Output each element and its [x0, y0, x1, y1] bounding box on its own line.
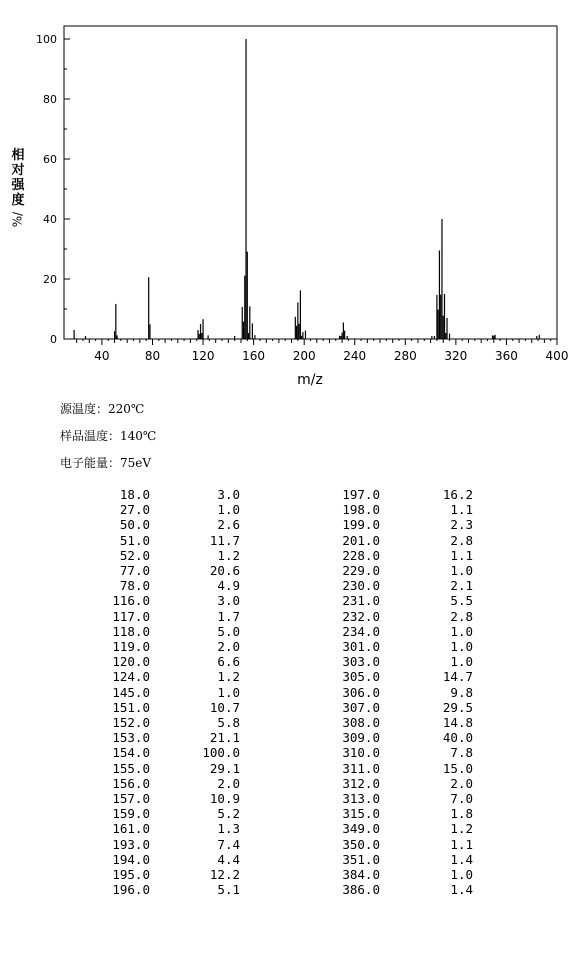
intensity-cell: 1.8 — [450, 806, 473, 822]
table-row — [95, 487, 473, 502]
intensity-cell: 16.2 — [442, 487, 473, 502]
y-tick-label: 100 — [36, 33, 57, 46]
intensity-cell: 1.4 — [450, 882, 473, 898]
mz-cell: 384.0 — [342, 867, 380, 883]
table-row — [95, 776, 473, 791]
y-axis — [36, 33, 70, 346]
table-row — [95, 654, 473, 669]
mz-cell: 155.0 — [112, 760, 150, 776]
intensity-cell: 2.0 — [217, 775, 240, 791]
mz-cell: 306.0 — [342, 684, 380, 700]
peak-bars — [74, 39, 539, 339]
x-tick-label: 80 — [144, 349, 161, 363]
table-row — [95, 806, 473, 821]
mz-cell: 315.0 — [342, 806, 380, 822]
mz-cell: 308.0 — [342, 715, 380, 731]
intensity-cell: 1.0 — [450, 654, 473, 670]
table-row — [95, 502, 473, 517]
intensity-cell: 1.0 — [217, 684, 240, 700]
mz-cell: 351.0 — [342, 851, 380, 867]
x-tick-label: 240 — [343, 349, 367, 363]
intensity-cell: 5.8 — [217, 715, 240, 731]
mz-cell: 159.0 — [112, 806, 150, 822]
mz-cell: 301.0 — [342, 639, 380, 655]
y-tick-label: 40 — [43, 213, 57, 226]
table-row — [95, 715, 473, 730]
intensity-cell: 21.1 — [209, 730, 240, 746]
intensity-cell: 7.8 — [450, 745, 473, 761]
mz-cell: 161.0 — [112, 821, 150, 837]
mass-spectrum-chart — [0, 0, 570, 395]
intensity-cell: 5.2 — [217, 806, 240, 822]
table-row — [95, 761, 473, 776]
x-tick-label: 400 — [545, 349, 569, 363]
mz-cell: 307.0 — [342, 699, 380, 715]
y-axis-label — [8, 148, 28, 227]
intensity-cell: 20.6 — [209, 563, 240, 579]
mz-cell: 51.0 — [119, 532, 150, 548]
table-row — [95, 669, 473, 684]
mz-cell: 350.0 — [342, 836, 380, 852]
mz-cell: 52.0 — [119, 547, 150, 563]
intensity-cell: 1.0 — [217, 502, 240, 518]
intensity-cell: 3.0 — [217, 593, 240, 609]
table-row — [95, 609, 473, 624]
x-tick-label: 360 — [494, 349, 518, 363]
intensity-cell: 11.7 — [209, 532, 240, 548]
intensity-cell: 1.2 — [217, 547, 240, 563]
mz-cell: 228.0 — [342, 547, 380, 563]
mz-cell: 120.0 — [112, 654, 150, 670]
x-tick-label: 120 — [191, 349, 215, 363]
mz-cell: 151.0 — [112, 699, 150, 715]
plot-frame — [64, 26, 557, 339]
x-axis-label: m/z — [297, 372, 323, 388]
intensity-cell: 2.3 — [450, 517, 473, 533]
mz-cell: 312.0 — [342, 775, 380, 791]
mz-cell: 193.0 — [112, 836, 150, 852]
mz-cell: 152.0 — [112, 715, 150, 731]
mz-cell: 119.0 — [112, 639, 150, 655]
x-tick-label: 320 — [444, 349, 468, 363]
intensity-cell: 1.1 — [450, 836, 473, 852]
mz-cell: 201.0 — [342, 532, 380, 548]
mz-cell: 50.0 — [119, 517, 150, 533]
mz-cell: 231.0 — [342, 593, 380, 609]
intensity-cell: 7.0 — [450, 791, 473, 807]
table-row — [95, 745, 473, 760]
mz-cell: 309.0 — [342, 730, 380, 746]
intensity-cell: 5.0 — [217, 623, 240, 639]
table-row — [95, 639, 473, 654]
table-row — [95, 700, 473, 715]
table-row — [95, 563, 473, 578]
y-tick-label: 60 — [43, 153, 57, 166]
intensity-cell: 1.0 — [450, 867, 473, 883]
intensity-cell: 2.8 — [450, 532, 473, 548]
table-row — [95, 852, 473, 867]
mz-cell: 303.0 — [342, 654, 380, 670]
intensity-cell: 7.4 — [217, 836, 240, 852]
mz-cell: 234.0 — [342, 623, 380, 639]
intensity-cell: 12.2 — [209, 867, 240, 883]
mz-cell: 154.0 — [112, 745, 150, 761]
intensity-cell: 1.4 — [450, 851, 473, 867]
table-row — [95, 791, 473, 806]
peak-table — [95, 487, 473, 897]
mz-cell: 18.0 — [119, 487, 150, 502]
table-row — [95, 837, 473, 852]
mz-cell: 305.0 — [342, 669, 380, 685]
y-axis-label-text: 相 对 强 度 — [11, 148, 25, 208]
mz-cell: 157.0 — [112, 791, 150, 807]
mz-cell: 310.0 — [342, 745, 380, 761]
table-row — [95, 548, 473, 563]
mz-cell: 196.0 — [112, 882, 150, 898]
intensity-cell: 6.6 — [217, 654, 240, 670]
intensity-cell: 100.0 — [202, 745, 240, 761]
mz-cell: 156.0 — [112, 775, 150, 791]
table-row — [95, 517, 473, 532]
mz-cell: 349.0 — [342, 821, 380, 837]
intensity-cell: 2.0 — [217, 639, 240, 655]
mz-cell: 195.0 — [112, 867, 150, 883]
table-row — [95, 578, 473, 593]
intensity-cell: 1.2 — [450, 821, 473, 837]
mz-cell: 198.0 — [342, 502, 380, 518]
table-row — [95, 533, 473, 548]
mz-cell: 124.0 — [112, 669, 150, 685]
intensity-cell: 10.9 — [209, 791, 240, 807]
intensity-cell: 4.9 — [217, 578, 240, 594]
mz-cell: 153.0 — [112, 730, 150, 746]
mz-cell: 230.0 — [342, 578, 380, 594]
x-tick-label: 40 — [94, 349, 110, 363]
electron-energy: 电子能量：75eV — [60, 456, 152, 470]
y-tick-label: 20 — [43, 273, 57, 286]
y-tick-label: 0 — [50, 333, 57, 346]
intensity-cell: 2.6 — [217, 517, 240, 533]
y-axis-unit: %/ — [10, 211, 25, 228]
mz-cell: 194.0 — [112, 851, 150, 867]
table-row — [95, 821, 473, 836]
intensity-cell: 2.1 — [450, 578, 473, 594]
x-tick-label: 280 — [393, 349, 417, 363]
intensity-cell: 1.0 — [450, 639, 473, 655]
mz-cell: 313.0 — [342, 791, 380, 807]
mz-cell: 311.0 — [342, 760, 380, 776]
intensity-cell: 1.2 — [217, 669, 240, 685]
intensity-cell: 1.1 — [450, 547, 473, 563]
mz-cell: 117.0 — [112, 608, 150, 624]
table-row — [95, 730, 473, 745]
mz-cell: 386.0 — [342, 882, 380, 898]
table-row — [95, 593, 473, 608]
intensity-cell: 14.8 — [442, 715, 473, 731]
mz-cell: 232.0 — [342, 608, 380, 624]
intensity-cell: 1.3 — [217, 821, 240, 837]
mz-cell: 145.0 — [112, 684, 150, 700]
intensity-cell: 1.1 — [450, 502, 473, 518]
intensity-cell: 9.8 — [450, 684, 473, 700]
mz-cell: 27.0 — [119, 502, 150, 518]
table-row — [95, 685, 473, 700]
table-row — [95, 624, 473, 639]
intensity-cell: 2.0 — [450, 775, 473, 791]
intensity-cell: 15.0 — [442, 760, 473, 776]
mz-cell: 229.0 — [342, 563, 380, 579]
mz-cell: 78.0 — [119, 578, 150, 594]
intensity-cell: 40.0 — [442, 730, 473, 746]
intensity-cell: 4.4 — [217, 851, 240, 867]
intensity-cell: 14.7 — [442, 669, 473, 685]
mz-cell: 77.0 — [119, 563, 150, 579]
intensity-cell: 5.1 — [217, 882, 240, 898]
x-axis — [77, 339, 569, 363]
source-temperature: 源温度：220℃ — [60, 402, 145, 416]
intensity-cell: 29.5 — [442, 699, 473, 715]
intensity-cell: 2.8 — [450, 608, 473, 624]
x-tick-label: 160 — [242, 349, 266, 363]
mz-cell: 118.0 — [112, 623, 150, 639]
intensity-cell: 1.0 — [450, 563, 473, 579]
table-row — [95, 882, 473, 897]
y-tick-label: 80 — [43, 93, 57, 106]
mz-cell: 116.0 — [112, 593, 150, 609]
intensity-cell: 5.5 — [450, 593, 473, 609]
intensity-cell: 10.7 — [209, 699, 240, 715]
intensity-cell: 1.7 — [217, 608, 240, 624]
mz-cell: 199.0 — [342, 517, 380, 533]
intensity-cell: 3.0 — [217, 487, 240, 502]
intensity-cell: 1.0 — [450, 623, 473, 639]
sample-temperature: 样品温度：140℃ — [60, 429, 157, 443]
mz-cell: 197.0 — [342, 487, 380, 502]
table-row — [95, 867, 473, 882]
intensity-cell: 29.1 — [209, 760, 240, 776]
x-tick-label: 200 — [292, 349, 316, 363]
